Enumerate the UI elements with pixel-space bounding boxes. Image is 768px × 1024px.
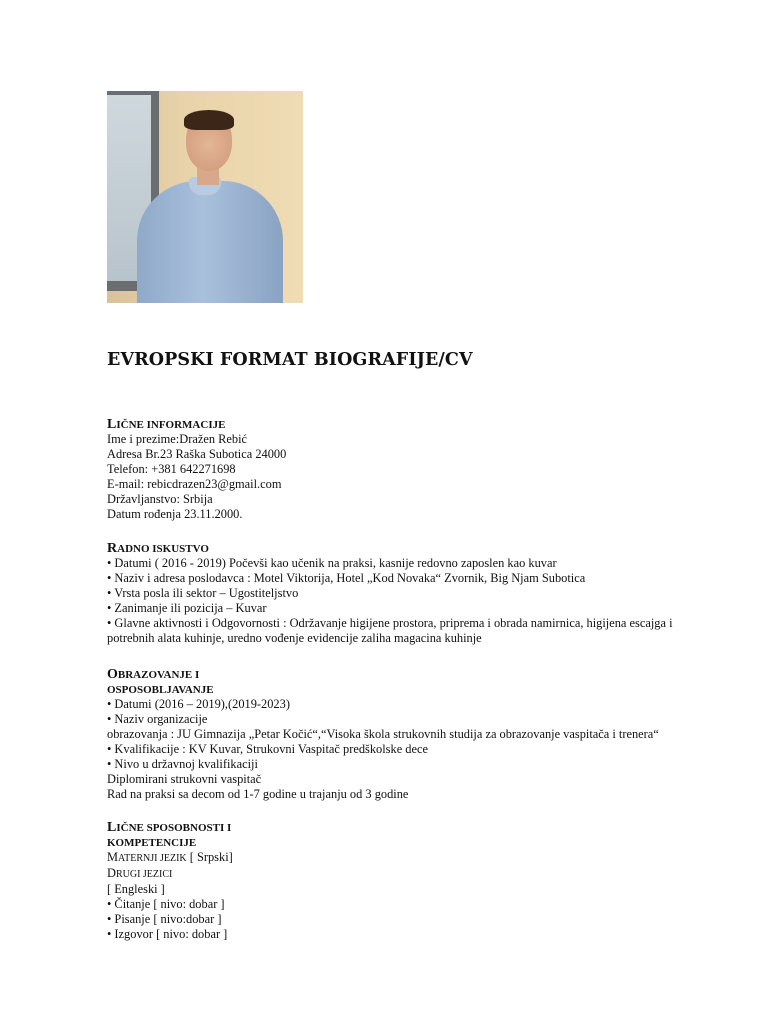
other-languages-label: DRUGI JEZICI: [107, 866, 173, 880]
work-activities: • Glavne aktivnosti i Odgovornosti : Održavanje higijene prostora, priprema i obrada namirnica, higijena escajga i: [107, 616, 673, 630]
work-dates: • Datumi ( 2016 - 2019) Počevši kao učenik na praksi, kasnije redovno zaposlen kao kuvar: [107, 556, 557, 570]
section-heading-skills-second: KOMPETENCIJE: [107, 837, 197, 849]
education-organization: obrazovanja : JU Gimnazija „Petar Kočić“,“Visoka škola strukovnih studija za obrazovanje vaspitača i trenera“: [107, 727, 659, 741]
education-dates: • Datumi (2016 – 2019),(2019-2023): [107, 697, 290, 711]
education-practice: Rad na praksi sa decom od 1-7 godine u trajanju od 3 godine: [107, 787, 409, 801]
personal-info-email: E-mail: rebicdrazen23@gmail.com: [107, 477, 282, 491]
section-heading-skills: LIČNE SPOSOBNOSTI I: [107, 820, 232, 835]
education-organization-label: • Naziv organizacije: [107, 712, 208, 726]
native-language: MATERNJI JEZIK [ Srpski]: [107, 850, 233, 864]
personal-info-birthdate: Datum rođenja 23.11.2000.: [107, 507, 243, 521]
personal-info-citizenship: Državljanstvo: Srbija: [107, 492, 213, 506]
section-heading-work-experience: RADNO ISKUSTVO: [107, 541, 209, 556]
work-experience-section: [107, 541, 707, 646]
skills-section: [107, 820, 707, 942]
work-employer: • Naziv i adresa poslodavca : Motel Viktorija, Hotel „Kod Novaka“ Zvornik, Big Njam Subotica: [107, 571, 586, 585]
other-language-english: [ Engleski ]: [107, 882, 165, 896]
section-heading-personal-info: LIČNE INFORMACIJE: [107, 417, 226, 432]
personal-info-address: Adresa Br.23 Raška Subotica 24000: [107, 447, 287, 461]
work-sector: • Vrsta posla ili sektor – Ugostiteljstvo: [107, 586, 299, 600]
section-heading-education-second: OSPOSOBLJAVANJE: [107, 684, 214, 696]
skill-writing: • Pisanje [ nivo:dobar ]: [107, 912, 222, 926]
education-level-label: • Nivo u državnoj kvalifikaciji: [107, 757, 258, 771]
work-position: • Zanimanje ili pozicija – Kuvar: [107, 601, 267, 615]
section-heading-education: OBRAZOVANJE I: [107, 667, 200, 682]
profile-photo: [107, 91, 303, 303]
education-degree: Diplomirani strukovni vaspitač: [107, 772, 262, 786]
education-qualifications: • Kvalifikacije : KV Kuvar, Strukovni Vaspitač predškolske dece: [107, 742, 428, 756]
skill-speaking: • Izgovor [ nivo: dobar ]: [107, 927, 228, 941]
personal-info-section: [107, 417, 707, 522]
work-activities-continued: potrebnih alata kuhinje, uredno vođenje evidencije zaliha magacina kuhinje: [107, 631, 482, 645]
education-section: [107, 667, 707, 802]
personal-info-phone: Telefon: +381 642271698: [107, 462, 236, 476]
document-title: EVROPSKI FORMAT BIOGRAFIJE/CV: [107, 350, 473, 370]
skill-reading: • Čitanje [ nivo: dobar ]: [107, 897, 225, 911]
personal-info-name: Ime i prezime:Dražen Rebić: [107, 432, 248, 446]
